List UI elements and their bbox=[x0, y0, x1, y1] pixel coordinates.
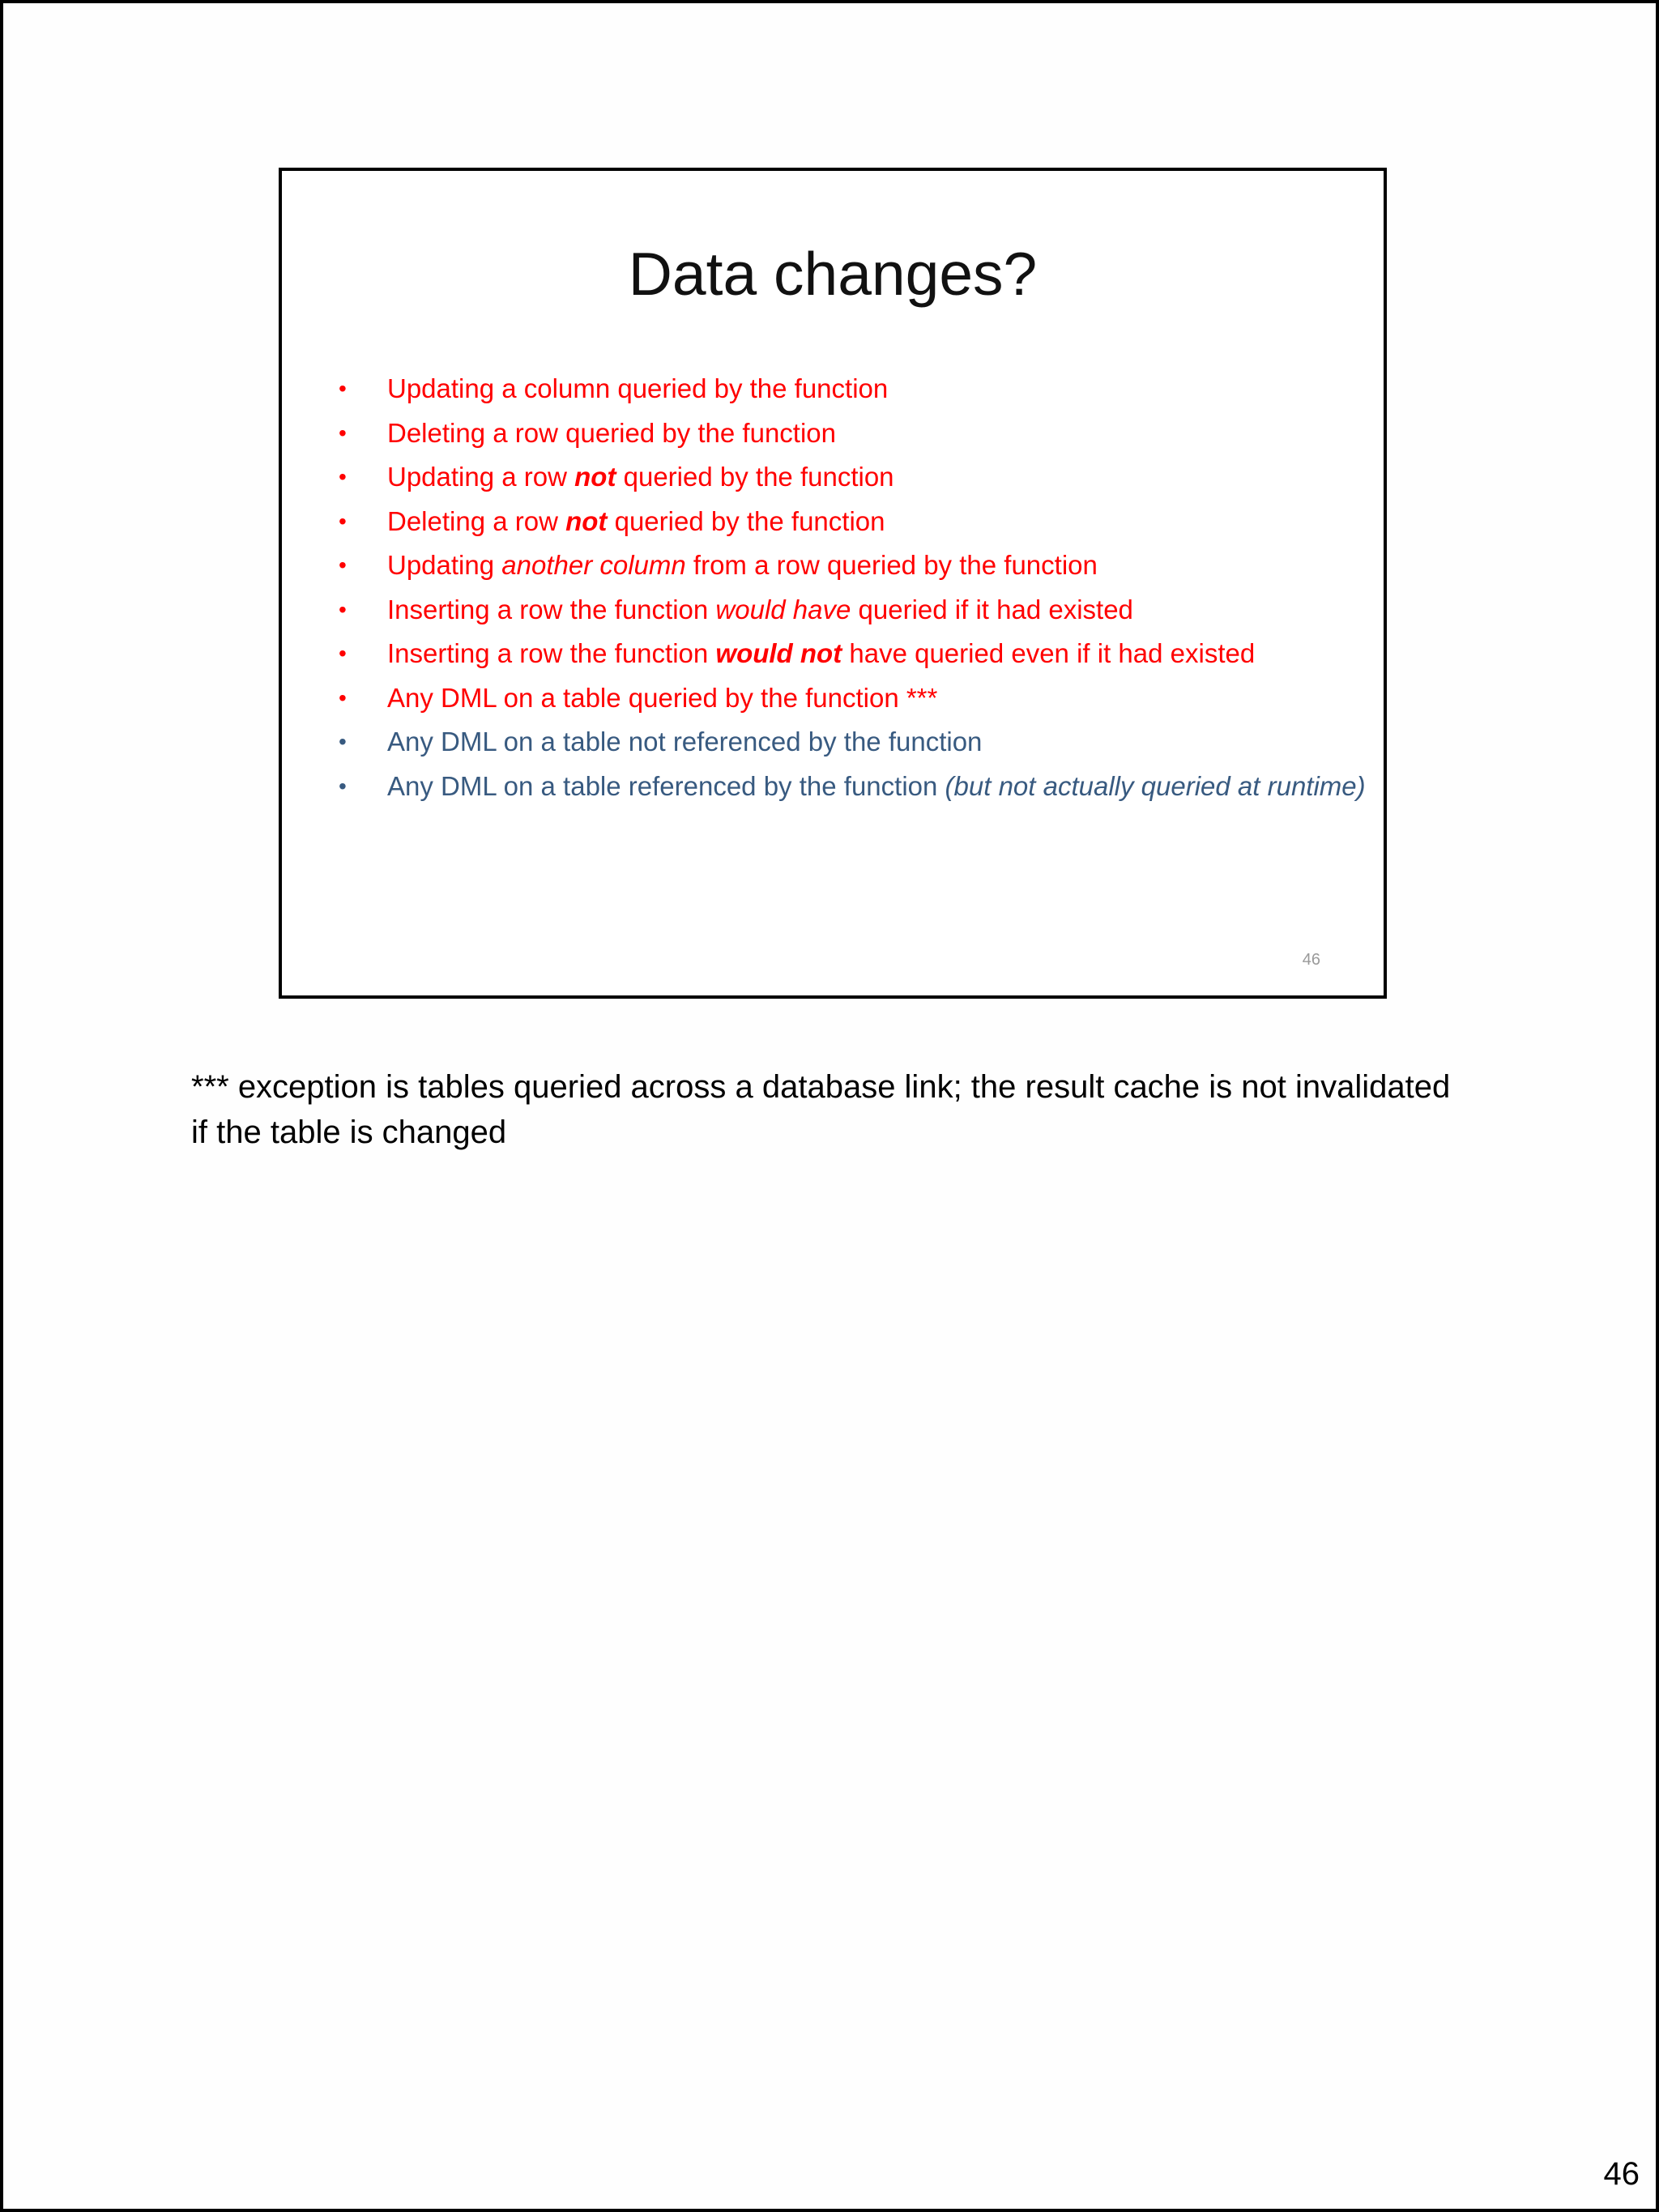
bullet-text: would not bbox=[715, 638, 842, 668]
bullet-item bbox=[339, 370, 1375, 407]
bullet-item bbox=[339, 591, 1375, 629]
bullet-text: not bbox=[565, 505, 608, 536]
bullet-text: Updating a row bbox=[387, 462, 575, 492]
bullet-text: Any DML on a table not referenced by the function bbox=[387, 727, 983, 757]
bullet-icon: • bbox=[339, 420, 347, 445]
page-number: 46 bbox=[1603, 2156, 1640, 2192]
bullet-icon: • bbox=[339, 773, 347, 799]
bullet-text: Inserting a row the function bbox=[387, 594, 716, 624]
bullet-item bbox=[339, 768, 1375, 805]
bullet-text: Deleting a row bbox=[387, 505, 566, 536]
bullet-text: Deleting a row queried by the function bbox=[387, 417, 837, 448]
bullet-text: queried if it had existed bbox=[851, 594, 1133, 624]
bullet-text: Any DML on a table referenced by the function bbox=[387, 770, 945, 801]
bullet-icon: • bbox=[339, 684, 347, 710]
bullet-text: Updating bbox=[387, 550, 502, 580]
bullet-item bbox=[339, 723, 1375, 761]
bullet-icon: • bbox=[339, 729, 347, 754]
slide-number: 46 bbox=[1302, 951, 1320, 969]
speaker-notes: *** exception is tables queried across a database link; the result cache is not invalidated if the table is changed bbox=[191, 1069, 1451, 1150]
slide-thumbnail bbox=[279, 168, 1387, 999]
bullet-text: (but not actually queried at runtime) bbox=[945, 770, 1366, 801]
bullet-icon: • bbox=[339, 596, 347, 622]
bullet-item bbox=[339, 547, 1375, 584]
bullet-text: have queried even if it had existed bbox=[842, 638, 1256, 668]
bullet-item bbox=[339, 458, 1375, 496]
slide-title: Data changes? bbox=[628, 240, 1038, 308]
bullet-text: not bbox=[574, 462, 616, 492]
bullet-text: Inserting a row the function bbox=[387, 638, 716, 668]
bullet-icon: • bbox=[339, 641, 347, 666]
bullet-text: another column bbox=[501, 550, 686, 580]
bullet-item bbox=[339, 680, 1375, 717]
bullet-text: Any DML on a table queried by the function *** bbox=[387, 682, 938, 713]
bullet-text: queried by the function bbox=[607, 505, 885, 536]
bullet-item bbox=[339, 635, 1375, 672]
bullet-icon: • bbox=[339, 464, 347, 489]
bullet-text: queried by the function bbox=[616, 462, 894, 492]
bullet-icon: • bbox=[339, 376, 347, 401]
bullet-text: Updating a column queried by the function bbox=[387, 373, 889, 403]
bullet-list bbox=[339, 370, 1375, 812]
bullet-text: would have bbox=[715, 594, 851, 624]
bullet-item bbox=[339, 415, 1375, 452]
bullet-text: from a row queried by the function bbox=[685, 550, 1098, 580]
bullet-icon: • bbox=[339, 552, 347, 578]
bullet-icon: • bbox=[339, 508, 347, 534]
bullet-item bbox=[339, 503, 1375, 540]
